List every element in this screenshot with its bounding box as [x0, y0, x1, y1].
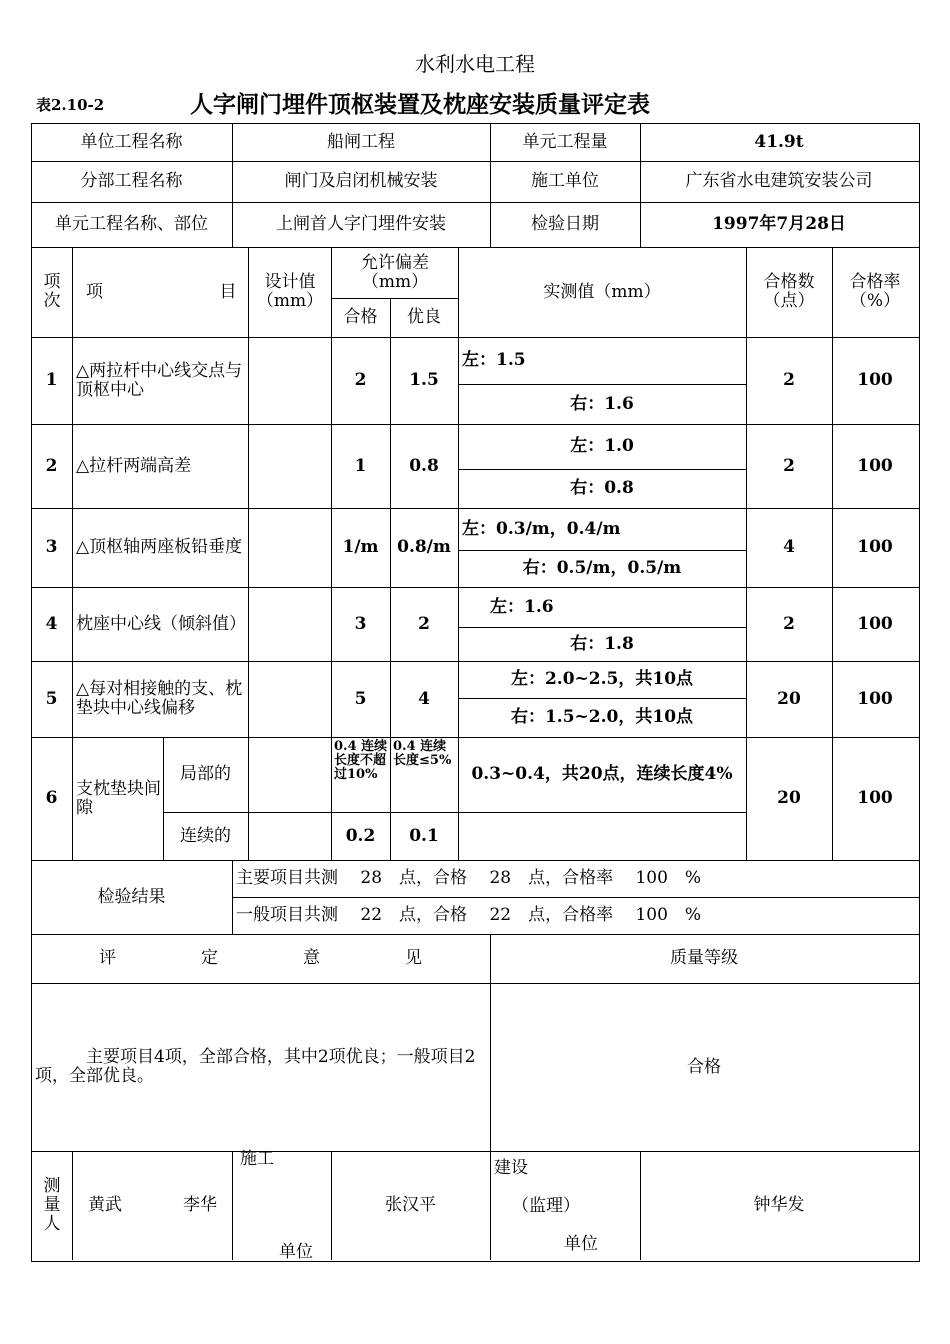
row-pass-count: 2 [783, 613, 795, 634]
inspection-result-label: 检验结果 [97, 886, 166, 907]
local-gap-label: 局部的 [180, 764, 231, 784]
owner-unit-label-2: （监理） [512, 1195, 580, 1216]
row-measured-left: 左：1.0 [570, 436, 634, 456]
row-good-tolerance: 1.5 [409, 370, 439, 390]
unit-project-name-label: 单位工程名称 [80, 131, 183, 152]
header-pass: 合格 [343, 307, 378, 327]
contractor-unit-label-top: 施工 [240, 1148, 274, 1169]
row-pass-rate: 100 [857, 788, 893, 808]
row-pass-rate: 100 [857, 613, 893, 634]
grid-line [248, 247, 249, 860]
unit-quantity-label: 单元工程量 [522, 131, 608, 152]
continuous-pass-tolerance: 0.2 [345, 825, 376, 846]
row-item: 枕座中心线（倾斜值） [76, 613, 246, 634]
row-good-tolerance: 0.8 [409, 455, 439, 476]
row-measured-right: 右：0.5/m，0.5/m [522, 558, 682, 578]
row-good-tolerance: 0.8/m [397, 537, 451, 557]
continuous-gap-label: 连续的 [180, 825, 231, 846]
row-measured-right: 右：1.6 [570, 393, 634, 414]
quality-grade-label: 质量等级 [670, 948, 738, 968]
inspection-date: 1997年7月28日 [712, 214, 846, 234]
row-pass-rate: 100 [857, 537, 893, 557]
row-pass-tolerance: 1/m [342, 537, 379, 557]
local-good-tolerance: 0.4 连续长度≤5% [393, 739, 452, 768]
table-number: 表2.10-2 [36, 96, 105, 114]
header-pass-rate: 合格率（%） [849, 272, 901, 311]
header-tolerance: 允许偏差（mm） [361, 252, 429, 292]
inspection-date-label: 检验日期 [531, 214, 599, 234]
row-pass-rate: 100 [857, 370, 893, 390]
owner-signer: 钟华发 [753, 1195, 805, 1215]
row-number: 5 [45, 688, 58, 709]
row-item: △顶枢轴两座板铅垂度 [76, 537, 243, 557]
row-measured-right: 右：0.8 [570, 478, 634, 498]
surveyor-label: 测量人 [43, 1176, 61, 1234]
evaluation-opinion-label: 评 定 意 见 [99, 948, 422, 968]
row-pass-tolerance: 5 [354, 688, 367, 709]
row-number: 3 [45, 537, 58, 557]
header-pass-count: 合格数（点） [763, 272, 815, 311]
row-measured-left: 左：0.3/m，0.4/m [462, 518, 621, 539]
general-items-result: 一般项目共测 22 点，合格 22 点，合格率 100 % [236, 905, 702, 925]
row-item: △拉杆两端高差 [76, 455, 192, 476]
contractor-name: 广东省水电建筑安装公司 [685, 171, 873, 191]
row-item: △两拉杆中心线交点与顶枢中心 [76, 360, 243, 400]
contractor-label: 施工单位 [531, 171, 599, 191]
sub-project-label: 分部工程名称 [80, 171, 183, 191]
row-number: 1 [45, 370, 58, 390]
row-pass-rate: 100 [857, 455, 893, 476]
row-item: △每对相接触的支、枕垫块中心线偏移 [76, 679, 243, 718]
surveyor-name-1: 黄武 [88, 1195, 122, 1215]
element-name: 上闸首人字门埋件安装 [276, 214, 446, 234]
header-good: 优良 [407, 307, 441, 327]
owner-unit-label-1: 建设 [494, 1157, 528, 1178]
row-measured-right: 右：1.5~2.0，共10点 [510, 707, 694, 727]
element-name-label: 单元工程名称、部位 [55, 214, 208, 234]
unit-quantity: 41.9t [754, 131, 804, 152]
row-pass-count: 20 [777, 688, 801, 709]
row-measured-left: 左：1.5 [462, 350, 526, 370]
row-pass-count: 20 [777, 788, 801, 808]
header-seq: 项次 [43, 272, 61, 311]
form-title: 人字闸门埋件顶枢装置及枕座安装质量评定表 [190, 91, 650, 118]
row-pass-count: 2 [783, 370, 795, 390]
row-number: 2 [45, 455, 58, 476]
row-pass-count: 2 [783, 455, 795, 476]
header-item-2: 目 [219, 281, 237, 302]
owner-unit-label-3: 单位 [564, 1233, 598, 1254]
header-measured: 实测值（mm） [543, 281, 661, 302]
row-good-tolerance: 4 [418, 688, 430, 709]
row-good-tolerance: 2 [418, 613, 430, 634]
row-pass-tolerance: 3 [354, 613, 367, 634]
row-pass-tolerance: 1 [354, 455, 367, 476]
unit-project-name: 船闸工程 [327, 131, 395, 152]
row-pass-rate: 100 [857, 688, 893, 709]
row-number: 4 [45, 613, 58, 634]
row-measured-left: 左：2.0~2.5，共10点 [510, 669, 694, 689]
continuous-good-tolerance: 0.1 [409, 825, 439, 846]
row-item: 支枕垫块间隙 [76, 778, 161, 818]
local-pass-tolerance: 0.4 连续长度不超过10% [334, 739, 388, 782]
sub-project: 闸门及启闭机械安装 [284, 171, 438, 191]
org-title: 水利水电工程 [415, 52, 535, 76]
contractor-signer: 张汉平 [385, 1195, 436, 1215]
header-item: 项 [86, 281, 103, 302]
header-design-value: 设计值（mm） [256, 272, 324, 311]
local-measured: 0.3~0.4，共20点，连续长度4% [471, 764, 733, 784]
row-pass-count: 4 [783, 537, 795, 557]
evaluation-opinion-text: 主要项目4项，全部合格，其中2项优良；一般项目2项，全部优良。 [35, 1047, 476, 1086]
row-measured-left: 左：1.6 [490, 596, 554, 617]
quality-grade: 合格 [687, 1056, 721, 1077]
row-pass-tolerance: 2 [354, 370, 367, 390]
row-measured-right: 右：1.8 [570, 633, 634, 654]
surveyor-name-2: 李华 [183, 1195, 217, 1215]
main-items-result: 主要项目共测 28 点，合格 28 点，合格率 100 % [236, 868, 702, 888]
row-number: 6 [45, 788, 58, 808]
contractor-unit-label-bottom: 单位 [279, 1241, 313, 1262]
